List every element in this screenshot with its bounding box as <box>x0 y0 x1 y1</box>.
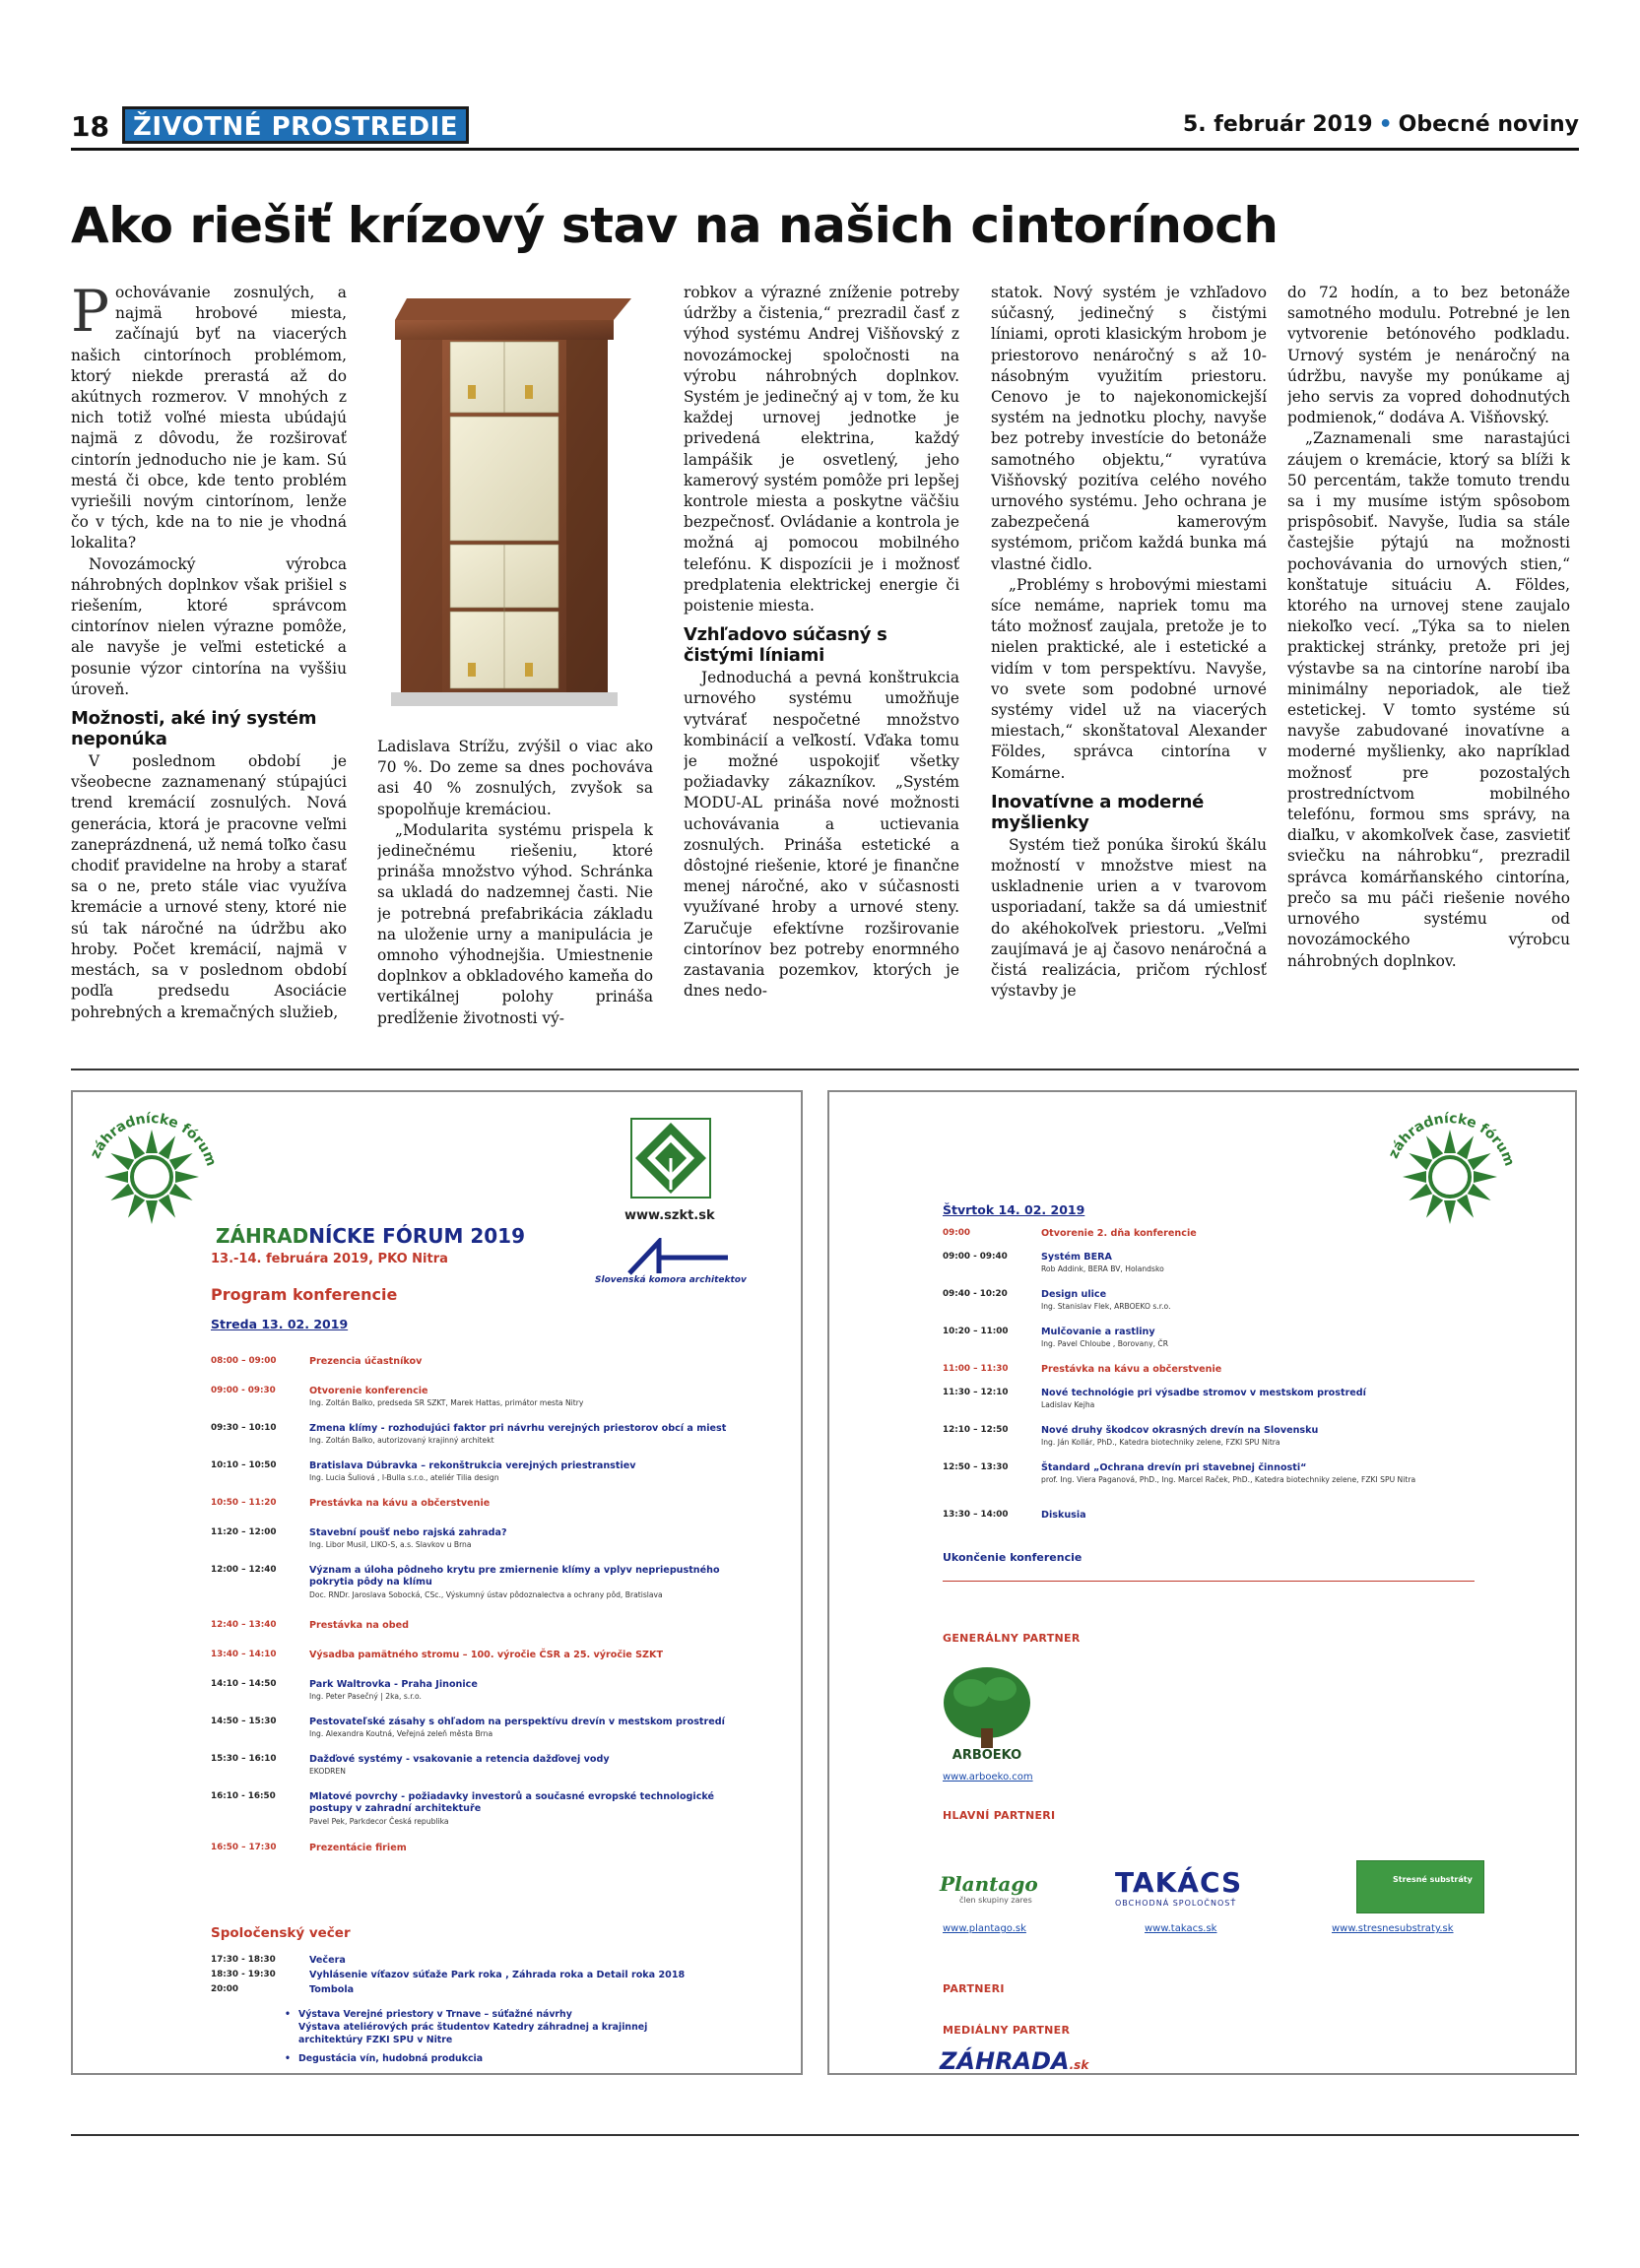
program-time: 14:10 – 14:50 <box>211 1679 277 1689</box>
program-title: Význam a úloha pôdneho krytu pre zmiernenie klímy a vplyv nepriepustného pokrytia pôdy na klímu <box>309 1565 720 1588</box>
ska-logo-icon <box>620 1238 738 1277</box>
program-title: Mlatové povrchy - požiadavky investorů a současné evropské technologické postupy v zahradní architektuře <box>309 1791 715 1814</box>
program-title: Otvorenie 2. dňa konferencie <box>1041 1228 1197 1239</box>
szkt-url: www.szkt.sk <box>624 1208 715 1223</box>
ska-label: Slovenská komora architektov <box>595 1275 747 1285</box>
substraty-logo-icon <box>1356 1860 1484 1913</box>
main-partners-heading: HLAVNÍ PARTNERI <box>943 1809 1056 1822</box>
separator-dot: • <box>1378 112 1393 137</box>
program-time: 09:00 - 09:30 <box>211 1386 276 1395</box>
program-title: Dažďové systémy - vsakovanie a retencia dažďovej vody <box>309 1754 610 1765</box>
program-time: 09:40 - 10:20 <box>943 1289 1008 1299</box>
program-title: Systém BERA <box>1041 1252 1112 1263</box>
program-title: Pestovateľské zásahy s ohľadom na perspektívu drevín v mestskom prostredí <box>309 1717 725 1727</box>
program-speaker: Ing. Ján Kollár, PhD., Katedra biotechniky zelene, FZKI SPU Nitra <box>1041 1438 1280 1447</box>
program-speaker: Rob Addink, BERA BV, Holandsko <box>1041 1264 1164 1273</box>
program-title: Mulčovanie a rastliny <box>1041 1327 1155 1337</box>
zahrada-logo-icon <box>940 2047 1088 2075</box>
program-time: 16:50 – 17:30 <box>211 1843 277 1852</box>
program-title: Zmena klímy - rozhodujúci faktor pri návrhu verejných priestorov obcí a miest <box>309 1423 727 1434</box>
plantago-logo-icon <box>940 1872 1058 1915</box>
forum-logo-text: záhradnícke fórum <box>87 1110 220 1169</box>
forum-logo-icon <box>1381 1106 1519 1244</box>
list-item: • Degustácia vín, hudobná produkcia <box>285 2052 647 2065</box>
program-title: Prestávka na obed <box>309 1620 409 1631</box>
drop-cap: P <box>71 283 110 345</box>
program-title: Park Waltrovka - Praha Jinonice <box>309 1679 478 1690</box>
paragraph: robkov a výrazné zníženie potreby údržby a čistenia,“ prezradil časť z výhod systému Andrej Višňovský z novozámockej spoločnosti na výrobu náhrobných doplnkov. Systém je jedinečný aj v tom, že ku každej urnovej jednotke je privedená elektrina, každý lampášik je osvetlený, jeho kamerový systém pomôže pri lepšej kontrole miesta a poskytne väčšiu bezpečnosť. Ovládanie a kontrola je možná aj pomocou mobilného telefónu. K dispozícii je i možnosť predplatenia elektrickej energie či poistenie miesta. <box>684 284 959 616</box>
partners-heading: PARTNERI <box>943 1982 1005 1995</box>
substraty-link[interactable]: www.stresnesubstraty.sk <box>1332 1923 1454 1934</box>
paragraph: „Modularita systému prispela k jedinečnému riešeniu, ktoré prináša množstvo výhod. Schránka sa ukladá do nadzemnej časti. Nie je potrebná prefabrikácia základu na uloženie urny a manipulácia je omnoho výhodnejšia. Umiestnenie doplnkov a obkladového kameňa do vertikálnej polohy prináša predĺženie životnosti vý- <box>377 820 653 1027</box>
subheading: Vzhľadovo súčasný s čistými líniami <box>684 624 887 667</box>
lead-paragraph <box>71 283 347 554</box>
program-time: 15:30 – 16:10 <box>211 1754 277 1764</box>
program-time: 09:30 – 10:10 <box>211 1423 277 1433</box>
program-speaker: EKODREN <box>309 1767 346 1776</box>
program-time: 11:00 – 11:30 <box>943 1364 1009 1374</box>
program-title: Večera <box>309 1955 346 1966</box>
plantago-link[interactable]: www.plantago.sk <box>943 1923 1026 1934</box>
article-column-3 <box>684 283 959 1031</box>
subheading: Inovatívne a moderné myšlienky <box>991 791 1205 833</box>
program-title: Nové druhy škodcov okrasných drevín na Slovensku <box>1041 1425 1319 1436</box>
forum-logo-icon <box>83 1106 221 1244</box>
paragraph: „Problémy s hrobovými miestami síce nemáme, napriek tomu ma táto možnosť zaujala, pretože je to nielen praktické, ale i estetické a vidím v tom perspektívu. Navyše, vo svete som podobné urnové systémy videl už na viacerých miestach,“ skonštatoval Alexander Földes, správca cintorína v Komárne. <box>991 575 1267 782</box>
program-title: Vyhlásenie víťazov súťaže Park roka , Záhrada roka a Detail roka 2018 <box>309 1970 686 1980</box>
program-title: Prestávka na kávu a občerstvenie <box>309 1498 491 1509</box>
side-events-list <box>285 2008 647 2065</box>
program-speaker: Ing. Lucia Šuliová , I-Bulla s.r.o., ateliér Tilia design <box>309 1473 499 1482</box>
takacs-logo-icon <box>1115 1866 1273 1910</box>
takacs-name: TAKÁCS <box>1115 1866 1243 1899</box>
program-time: 18:30 - 19:30 <box>211 1970 276 1979</box>
header-rule <box>71 148 1579 151</box>
takacs-tagline: OBCHODNÁ SPOLOČNOSŤ <box>1115 1899 1237 1908</box>
paragraph: Ladislava Strížu, zvýšil o viac ako 70 %. Do zeme sa dnes pochováva asi 40 % zosnulých, zvyšok sa spopolňuje kremáciou. <box>377 738 653 818</box>
paragraph-text: ochovávanie zosnulých, a najmä hrobové miesta, začínajú byť na viacerých našich cintorínoch problémom, ktorý niekde prerastá až do akútnych rozmerov. V mnohých z nich totiž voľné miesta ubúdajú najmä z dôvodu, že rozširovať cintorín jednoducho nie je kam. Sú mestá či obce, kde tento problém vyriešili novým cintorínom, lenže čo v tých, kde na to nie je vhodná lokalita? <box>71 284 347 552</box>
bottom-rule <box>71 2134 1579 2136</box>
program-time: 17:30 - 18:30 <box>211 1955 276 1965</box>
program-time: 20:00 <box>211 1984 239 1994</box>
page-number: 18 <box>71 110 109 143</box>
program-time: 16:10 - 16:50 <box>211 1791 276 1801</box>
publication-name: Obecné noviny <box>1398 112 1579 137</box>
program-title: Tombola <box>309 1984 355 1995</box>
program-time: 10:20 – 11:00 <box>943 1327 1009 1336</box>
conference-title <box>216 1224 525 1248</box>
day-heading: Štvrtok 14. 02. 2019 <box>943 1202 1085 1217</box>
program-speaker: Pavel Pek, Parkdecor Česká republika <box>309 1817 449 1826</box>
program-title: Program konferencie <box>211 1285 398 1304</box>
article-column-4 <box>991 283 1267 1031</box>
section-divider <box>71 1069 1579 1070</box>
program-title: Diskusia <box>1041 1510 1086 1521</box>
program-speaker: prof. Ing. Viera Paganová, PhD., Ing. Marcel Raček, PhD., Katedra biotechniky zelene, FZKI SPU Nitra <box>1041 1475 1416 1484</box>
paragraph: do 72 hodín, a to bez betonáže samotného modulu. Potrebné je len vytvorenie betónového podkladu. Urnový systém je nenáročný na údržbu, navyše my ponúkame aj jeho servis za vopred dohodnutých podmienok,“ dodáva A. Višňovský. <box>1287 284 1570 427</box>
day-heading: Streda 13. 02. 2019 <box>211 1317 349 1331</box>
paragraph: statok. Nový systém je vzhľadovo súčasný, jedinečný s čistými líniami, oproti klasickým hrobom je priestorovo nenáročný s až 10-násobným využitím priestoru. Cenovo je to najekonomickejší systém na jednotku plochy, navyše bez potreby investície do betonáže samotného objektu,“ vyratúva Višňovský pozitíva celého nového urnového systému. Jeho ochrana je zabezpečená kamerovým systémom, pričom každá bunka má vlastné čidlo. <box>991 284 1267 573</box>
list-item: • Výstava Verejné priestory v Trnave – súťažné návrhy <box>285 2008 647 2021</box>
program-time: 09:00 - 09:40 <box>943 1252 1008 1262</box>
paragraph: Systém tiež ponúka širokú škálu možností v množstve miest na uskladnenie urien a v tvarovom usporiadaní, takže sa dá umiestniť do akéhokoľvek priestoru. „Veľmi zaujímavá je aj časovo nenáročná a čistá realizácia, pričom rýchlosť výstavby je <box>991 835 1267 1001</box>
program-time: 13:40 – 14:10 <box>211 1650 277 1659</box>
program-title: Bratislava Dúbravka – rekonštrukcia verejných priestranstiev <box>309 1460 636 1471</box>
program-time: 11:30 – 12:10 <box>943 1388 1009 1397</box>
program-time: 13:30 – 14:00 <box>943 1510 1009 1520</box>
divider-line <box>943 1581 1475 1582</box>
article-column-5 <box>1287 283 1570 1031</box>
article-column-1 <box>71 283 347 1031</box>
section-label: ŽIVOTNÉ PROSTREDIE <box>122 106 469 144</box>
paragraph: „Zaznamenali sme narastajúci záujem o kremácie, ktorý sa blíži k 50 percentám, takže tomuto trendu sa i my musíme istým spôsobom prispôsobiť. Navyše, ľudia sa stále častejšie pýtajú na možnosti pochovávania do urnových stien,“ konštatuje situáciu A. Földes, ktorého na urnovej stene zaujalo niekoľko vecí. „Týka sa to nielen praktickej stránky, pretože pri jej výstavbe sa na cintoríne narobí iba minimálny neporiadok, ale tiež estetickej. V tomto systéme sú navyše zabudované inovatívne a moderné myšlienky, ako napríklad možnosť pre pozostalých prostredníctvom mobilného telefónu, formou sms správy, na diaľku, v akomkoľvek čase, zasvietiť sviečku na náhrobku“, prezradil správca komárňanského cintorína, prečo sa mu páči riešenie nového urnového systému od novozámockého výrobcu náhrobných doplnkov. <box>1287 429 1570 970</box>
plantago-tagline: člen skupiny zares <box>959 1896 1032 1905</box>
program-speaker: Ing. Libor Musil, LIKO-S, a.s. Slavkov u Brna <box>309 1540 472 1549</box>
program-title: Prestávka na kávu a občerstvenie <box>1041 1364 1222 1375</box>
program-time: 12:00 – 12:40 <box>211 1565 277 1575</box>
conference-title-part: ZÁHRAD <box>216 1224 309 1248</box>
zahrada-suffix: .sk <box>1069 2058 1089 2072</box>
program-speaker: Ing. Stanislav Flek, ARBOEKO s.r.o. <box>1041 1302 1171 1311</box>
paragraph: Novozámocký výrobca náhrobných doplnkov však prišiel s riešením, ktoré správcom cintorínov nielen výrazne pomôže, ale navyše je veľmi estetické a posunie výzor cintorína na vyššiu úroveň. <box>71 554 347 698</box>
conference-dates: 13.-14. februára 2019, PKO Nitra <box>211 1252 448 1266</box>
program-time: 12:40 – 13:40 <box>211 1620 277 1630</box>
list-item: architektúry FZKI SPU v Nitre <box>298 2035 453 2045</box>
arboeko-link[interactable]: www.arboeko.com <box>943 1772 1033 1782</box>
closing-label: Ukončenie konferencie <box>943 1551 1082 1564</box>
program-time: 10:10 – 10:50 <box>211 1460 277 1470</box>
subheading: Možnosti, aké iný systém neponúka <box>71 708 317 750</box>
program-title: Design ulice <box>1041 1289 1107 1300</box>
program-title: Stavební poušť nebo rajská zahrada? <box>309 1527 507 1538</box>
program-time: 14:50 – 15:30 <box>211 1717 277 1726</box>
program-title: Výsadba pamätného stromu – 100. výročie ČSR a 25. výročie SZKT <box>309 1650 663 1660</box>
conference-title-part: NÍCKE FÓRUM 2019 <box>308 1224 526 1248</box>
list-item: Výstava ateliérových prác študentov Katedry záhradnej a krajinnej <box>298 2022 648 2033</box>
dateline <box>1183 112 1579 137</box>
program-time: 11:20 – 12:00 <box>211 1527 277 1537</box>
takacs-link[interactable]: www.takacs.sk <box>1145 1923 1217 1934</box>
issue-date: 5. február 2019 <box>1182 112 1373 137</box>
columbarium-photo <box>377 281 631 718</box>
arboeko-tree-icon <box>938 1663 1036 1762</box>
paragraph: V poslednom období je všeobecne zaznamenaný stúpajúci trend kremácií zosnulých. Nová generácia, ktorá je pracovne veľmi zaneprázdnená, už nemá toľko času chodiť pravidelne na hroby a starať sa o ne, preto stále viac využíva kremácie a urnové steny, ktoré nie sú tak náročné na údržbu ako hroby. Počet kremácií, najmä v mestách, sa v poslednom období podľa predsedu Asociácie pohrebných a kremačných služieb, <box>71 752 347 1021</box>
program-title: Štandard „Ochrana drevín pri stavebnej činnosti“ <box>1041 1462 1307 1473</box>
arboeko-name: ARBOEKO <box>951 1748 1022 1762</box>
program-speaker: Ladislav Kejha <box>1041 1400 1095 1409</box>
program-title: Otvorenie konferencie <box>309 1386 428 1396</box>
forum-logo-text: záhradnícke fórum <box>1385 1110 1518 1169</box>
program-title: Prezencia účastníkov <box>309 1356 423 1367</box>
article-headline: Ako riešiť krízový stav na našich cintorínoch <box>71 197 1279 254</box>
program-time: 08:00 – 09:00 <box>211 1356 277 1366</box>
general-partner-heading: GENERÁLNY PARTNER <box>943 1632 1081 1645</box>
program-speaker: Doc. RNDr. Jaroslava Sobocká, CSc., Výskumný ústav pôdoznalectva a ochrany pôd, Bratislava <box>309 1590 663 1599</box>
program-speaker: Ing. Alexandra Koutná, Veřejná zeleň města Brna <box>309 1729 493 1738</box>
substraty-name: Stresné substráty <box>1393 1875 1473 1884</box>
program-day2-box <box>827 1090 1577 2075</box>
program-time: 12:50 – 13:30 <box>943 1462 1009 1472</box>
plantago-name: Plantago <box>940 1872 1038 1896</box>
szkt-logo-icon <box>629 1117 712 1199</box>
program-time: 09:00 <box>943 1228 971 1238</box>
program-speaker: Ing. Zoltán Balko, predseda SR SZKT, Marek Hattas, primátor mesta Nitry <box>309 1398 584 1407</box>
program-time: 12:10 – 12:50 <box>943 1425 1009 1435</box>
program-day1-box <box>71 1090 803 2075</box>
program-time: 10:50 – 11:20 <box>211 1498 277 1508</box>
evening-heading: Spoločenský večer <box>211 1925 351 1941</box>
paragraph: Jednoduchá a pevná konštrukcia urnového systému umožňuje vytvárať nespočetné množstvo kombinácií a veľkostí. Vďaka tomu je možné uspokojiť všetky požiadavky zákazníkov. „Systém MODU-AL prináša nové možnosti uchovávania a uctievania zosnulých. Prináša estetické a dôstojné riešenie, ktoré je finančne menej náročné, ako v súčasnosti využívané hroby a urnové steny. Zaručuje efektívne rozširovanie cintorínov bez potreby enormného zastavania pozemkov, ktorých je dnes nedo- <box>684 669 959 1001</box>
article-column-2 <box>377 737 653 1032</box>
media-partner-heading: MEDIÁLNY PARTNER <box>943 2024 1071 2037</box>
zahrada-name: ZÁHRADA <box>940 2047 1070 2075</box>
program-speaker: Ing. Peter Pasečný | 2ka, s.r.o. <box>309 1692 422 1701</box>
program-title: Prezentácie firiem <box>309 1843 407 1853</box>
program-speaker: Ing. Pavel Chloube , Borovany, ČR <box>1041 1339 1169 1348</box>
program-speaker: Ing. Zoltán Balko, autorizovaný krajinný architekt <box>309 1436 494 1445</box>
program-title: Nové technológie pri výsadbe stromov v mestskom prostredí <box>1041 1388 1366 1398</box>
